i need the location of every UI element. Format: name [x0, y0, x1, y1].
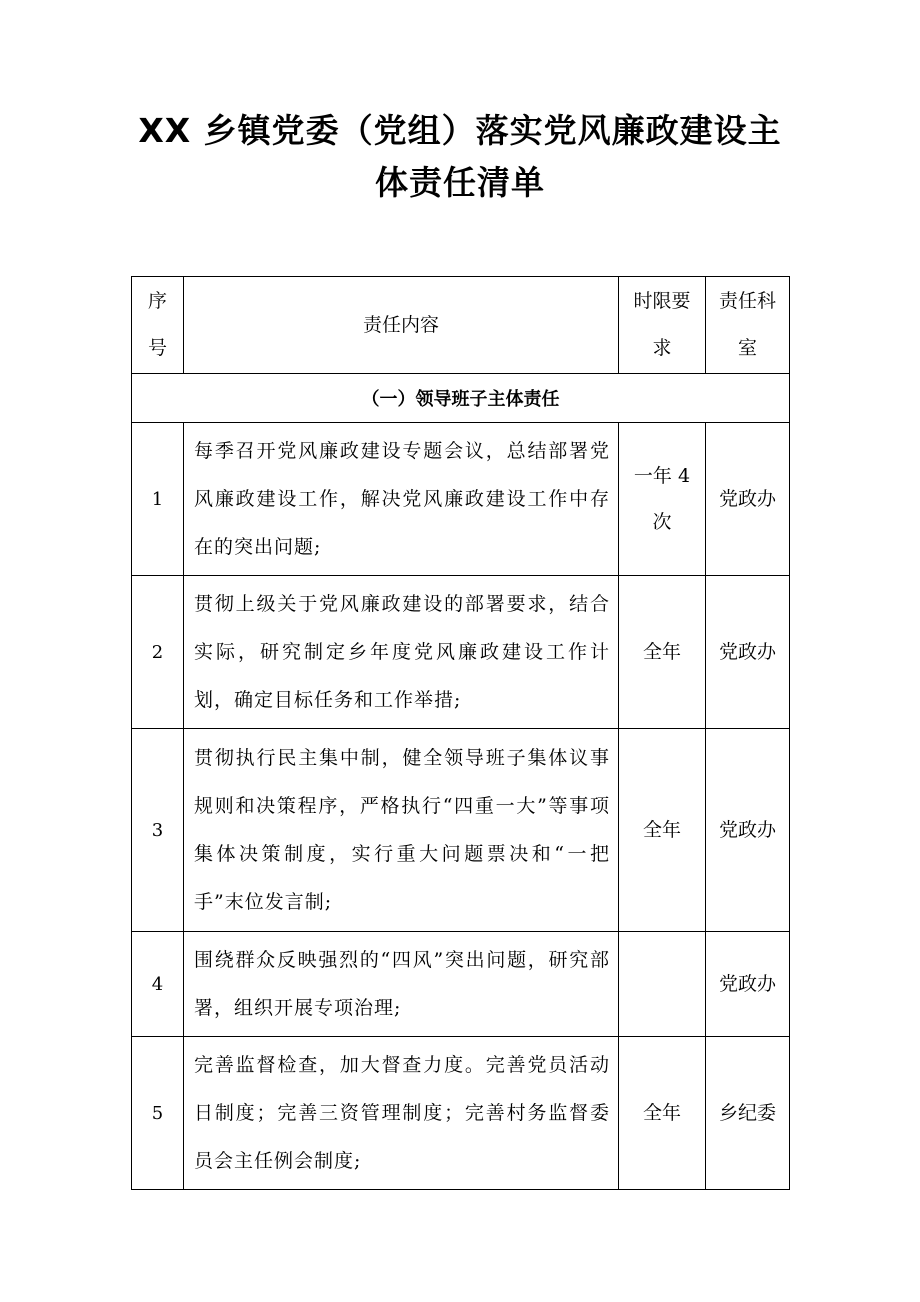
table-row: [132, 932, 790, 1037]
responsibility-table: [131, 276, 790, 1190]
row-dept: 党政办: [706, 932, 790, 1037]
row-number: 1: [132, 423, 184, 576]
row-content: 贯彻上级关于党风廉政建设的部署要求，结合实际，研究制定乡年度党风廉政建设工作计划，确定目标任务和工作举措;: [184, 576, 619, 729]
row-dept: 党政办: [706, 423, 790, 576]
row-number: 5: [132, 1037, 184, 1190]
header-dept: 责任科 室: [706, 277, 790, 374]
table-row: [132, 729, 790, 932]
header-time: 时限要 求: [619, 277, 706, 374]
row-content: 贯彻执行民主集中制，健全领导班子集体议事规则和决策程序，严格执行“四重一大”等事项集体决策制度，实行重大问题票决和“一把手”末位发言制;: [184, 729, 619, 932]
table-row: [132, 576, 790, 729]
row-number: 4: [132, 932, 184, 1037]
document-title: [0, 105, 920, 209]
header-content: 责任内容: [184, 277, 619, 374]
row-time: [619, 932, 706, 1037]
title-line-2: 体责任清单: [375, 163, 545, 202]
row-dept: 党政办: [706, 576, 790, 729]
row-time: 全年: [619, 1037, 706, 1190]
row-time: 全年: [619, 729, 706, 932]
header-index: 序 号: [132, 277, 184, 374]
row-number: 2: [132, 576, 184, 729]
table-header-row: [132, 277, 790, 374]
row-time: 全年: [619, 576, 706, 729]
section-row: [132, 374, 790, 423]
row-content: 围绕群众反映强烈的“四风”突出问题，研究部署，组织开展专项治理;: [184, 932, 619, 1037]
row-number: 3: [132, 729, 184, 932]
title-line-1: XX 乡镇党委（党组）落实党风廉政建设主: [138, 111, 782, 150]
row-content: 完善监督检查，加大督查力度。完善党员活动日制度；完善三资管理制度；完善村务监督委员会主任例会制度;: [184, 1037, 619, 1190]
row-time: 一年 4 次: [619, 423, 706, 576]
row-dept: 党政办: [706, 729, 790, 932]
row-dept: 乡纪委: [706, 1037, 790, 1190]
table-row: [132, 423, 790, 576]
table-row: [132, 1037, 790, 1190]
row-content: 每季召开党风廉政建设专题会议，总结部署党风廉政建设工作，解决党风廉政建设工作中存在的突出问题;: [184, 423, 619, 576]
section-title: （一）领导班子主体责任: [132, 374, 790, 423]
